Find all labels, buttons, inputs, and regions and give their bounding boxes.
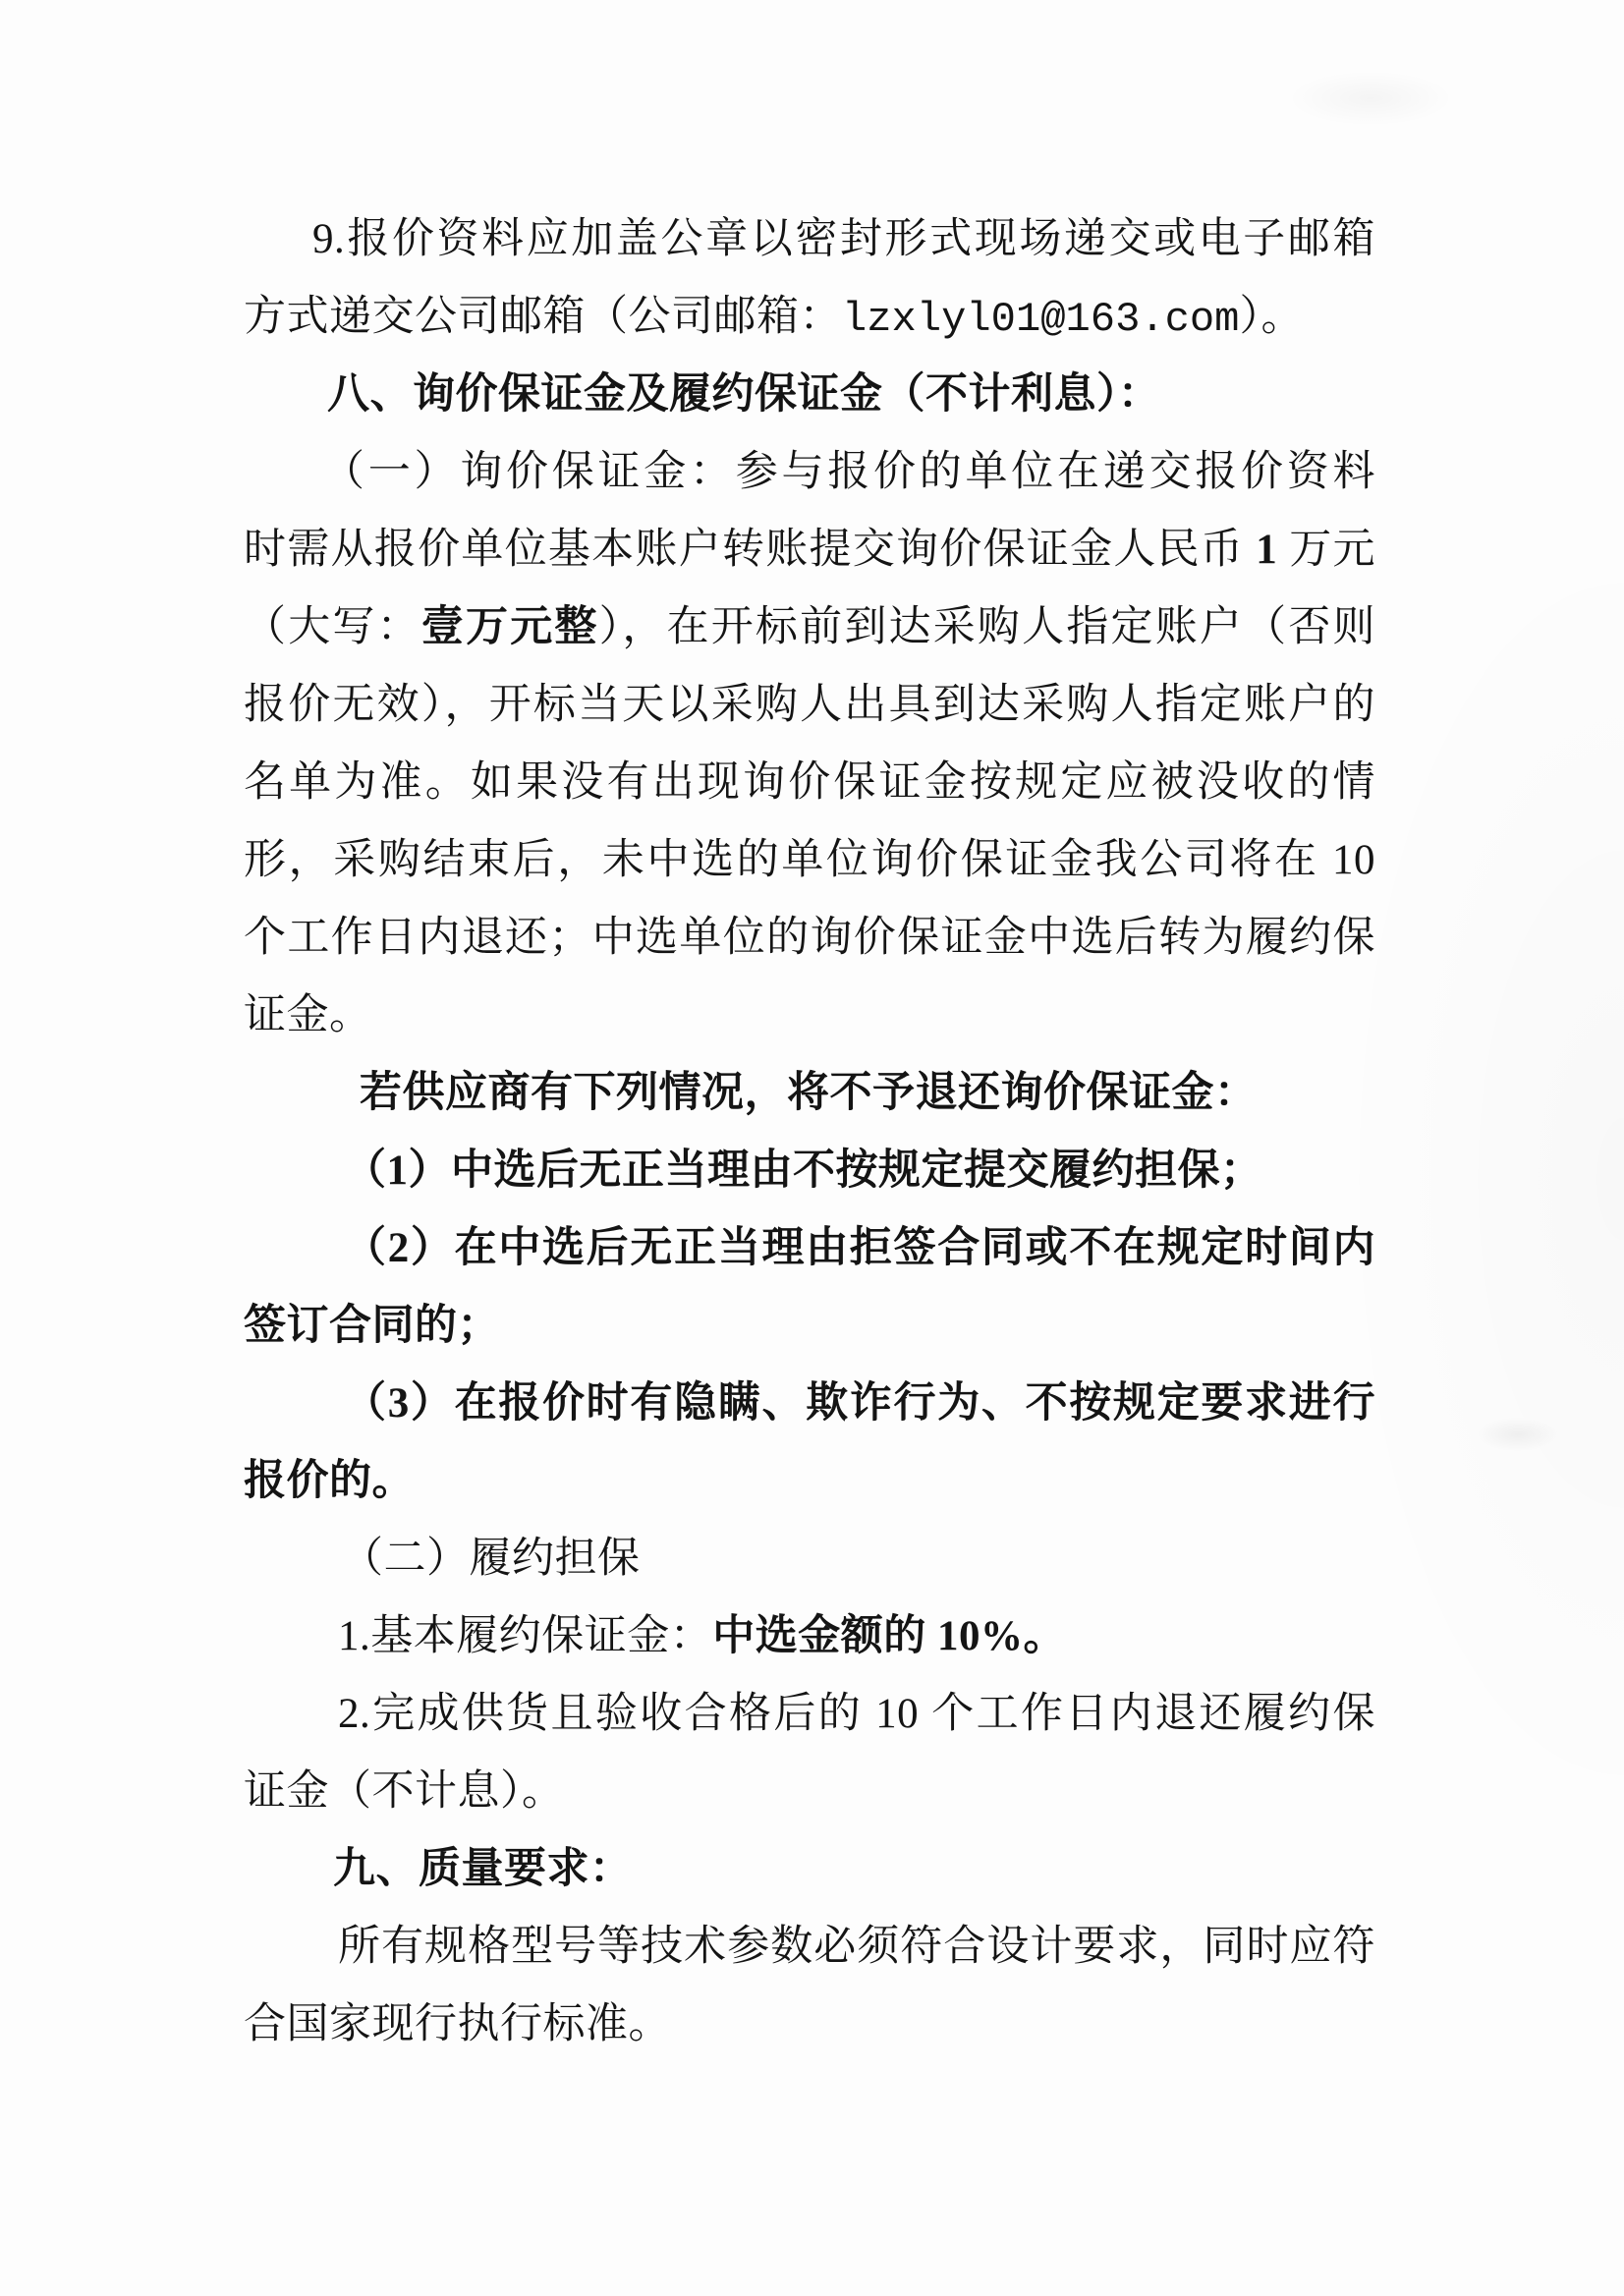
text-line — [244, 977, 1375, 1054]
text-segment: 形，采购结束后，未中选的单位询价保证金我公司将在 — [244, 837, 1332, 883]
text-line — [244, 1986, 1375, 2063]
text-line — [244, 1830, 1375, 1908]
text-line — [244, 899, 1375, 977]
text-segment: 个工作日内退还；中选单位的询价保证金中选后转为履约保 — [244, 915, 1375, 961]
text-line — [244, 1209, 1375, 1287]
text-line — [244, 511, 1375, 588]
text-segment: （一）询价保证金：参与报价的单位在递交报价资料 — [322, 449, 1375, 495]
text-segment: 10 — [875, 1691, 920, 1737]
text-segment: 若供应商有下列情况，将不予退还询价保证金： — [360, 1070, 1258, 1116]
text-line — [244, 821, 1375, 899]
text-segment: ），在开标前到达采购人指定账户（否则 — [598, 604, 1376, 650]
text-segment: 签订合同的； — [244, 1303, 500, 1349]
text-segment: 报价的。 — [244, 1458, 415, 1504]
text-segment: 万元 — [1289, 527, 1376, 573]
text-line — [244, 1597, 1375, 1675]
email-text: lzxlyl01@163.com — [842, 296, 1240, 343]
text-line — [244, 1675, 1375, 1753]
text-line — [244, 1908, 1375, 1986]
text-segment: 名单为准。如果没有出现询价保证金按规定应被没收的情 — [244, 759, 1375, 806]
text-segment: 10 — [1332, 837, 1375, 883]
text-line — [244, 356, 1375, 433]
text-line — [244, 278, 1375, 356]
text-segment: 壹万元整 — [420, 604, 599, 650]
text-line — [244, 588, 1375, 666]
text-line — [244, 433, 1375, 511]
text-segment: （2）在中选后无正当理由拒签合同或不在规定时间内 — [344, 1225, 1375, 1271]
text-segment: 报价无效），开标当天以采购人出具到达采购人指定账户的 — [244, 682, 1375, 728]
text-segment: ）。 — [1239, 294, 1304, 340]
text-segment: 2.完成供货且验收合格后的 — [338, 1691, 876, 1737]
text-line — [244, 1753, 1375, 1830]
text-line — [244, 744, 1375, 821]
document-body — [244, 200, 1375, 2063]
text-line — [244, 1054, 1375, 1132]
text-segment: （大写： — [244, 604, 421, 650]
text-segment: 9. — [312, 216, 346, 262]
text-line — [244, 1287, 1375, 1365]
text-segment: 1 — [1244, 527, 1290, 573]
text-line — [244, 1365, 1375, 1442]
text-line — [244, 1520, 1375, 1597]
text-segment: 方式递交公司邮箱（公司邮箱： — [244, 294, 842, 340]
text-line — [244, 200, 1375, 278]
text-segment: （二）履约担保 — [341, 1536, 641, 1582]
text-segment: 时需从报价单位基本账户转账提交询价保证金人民币 — [244, 527, 1245, 573]
text-segment: （3）在报价时有隐瞒、欺诈行为、不按规定要求进行 — [344, 1380, 1375, 1427]
text-line — [244, 1442, 1375, 1520]
text-segment: 八、询价保证金及履约保证金（不计利息）： — [327, 371, 1161, 418]
text-segment: 合国家现行执行标准。 — [244, 2001, 671, 2047]
text-segment: 证金。 — [244, 992, 372, 1038]
text-segment: 所有规格型号等技术参数必须符合设计要求，同时应符 — [338, 1924, 1375, 1970]
text-segment: 中选金额的 10%。 — [712, 1613, 1066, 1659]
text-segment: 九、质量要求： — [333, 1846, 633, 1892]
text-segment: 1.基本履约保证金： — [338, 1613, 713, 1659]
text-segment: 报价资料应加盖公章以密封形式现场递交或电子邮箱 — [345, 216, 1375, 262]
text-line — [244, 666, 1375, 744]
text-line — [244, 1132, 1375, 1209]
text-segment: 个工作日内退还履约保 — [919, 1691, 1376, 1737]
text-segment: （1）中选后无正当理由不按规定提交履约担保； — [344, 1148, 1263, 1194]
text-segment: 证金（不计息）。 — [244, 1768, 565, 1815]
